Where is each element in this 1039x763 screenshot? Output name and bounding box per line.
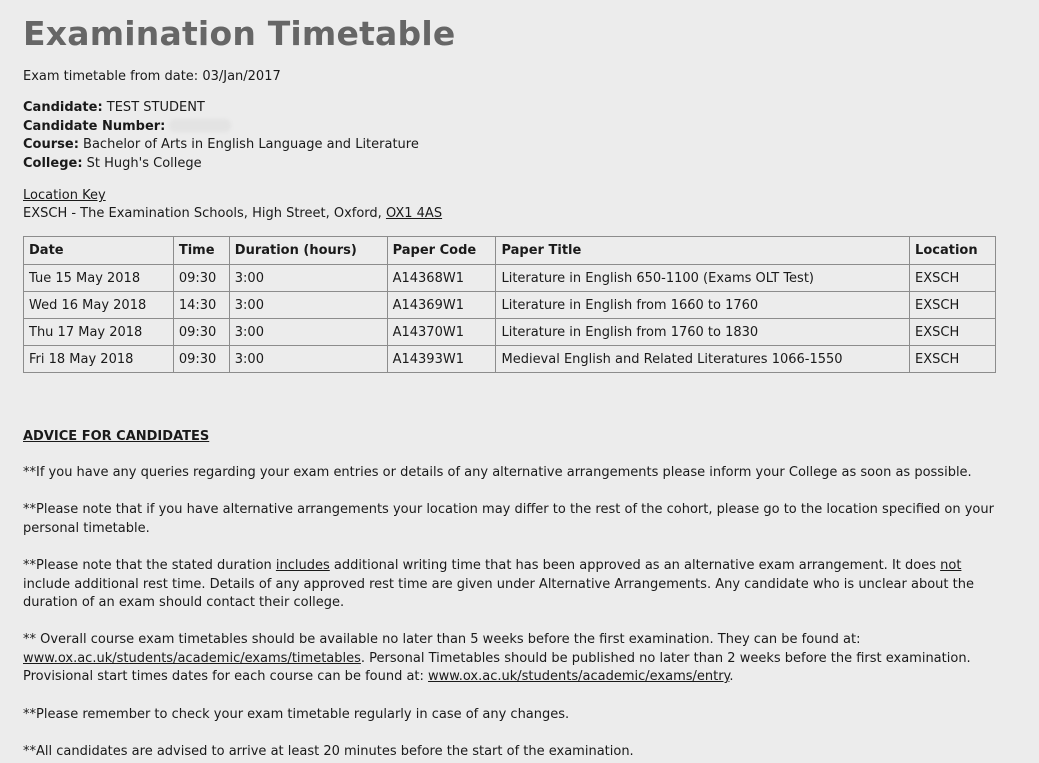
advice-duration-text-b: additional writing time that has been approved as an alternative exam arrangement. It does	[329, 558, 941, 573]
candidate-name-value: TEST STUDENT	[106, 100, 205, 115]
header-paper-title: Paper Title	[496, 237, 910, 265]
advice-duration-not: not	[940, 558, 962, 573]
course-line	[23, 136, 419, 154]
from-date-value: 03/Jan/2017	[202, 69, 281, 84]
advice-duration	[23, 557, 998, 613]
candidate-name-line	[23, 99, 205, 117]
cell-paper-title: Literature in English from 1660 to 1760	[496, 292, 910, 319]
entry-link[interactable]: www.ox.ac.uk/students/academic/exams/entry	[428, 669, 730, 685]
from-date-line	[23, 68, 281, 86]
cell-time: 09:30	[173, 319, 229, 346]
college-label: College:	[23, 156, 83, 171]
from-date-label: Exam timetable from date:	[23, 69, 203, 84]
cell-location: EXSCH	[910, 319, 996, 346]
advice-timetables-text-b: . Personal Timetables should be published no later than 2 weeks before the first examination. Provisional start times dates for each course can be found at:	[23, 650, 971, 685]
table-row	[24, 292, 996, 319]
page-title: Examination Timetable	[23, 14, 456, 53]
cell-duration: 3:00	[229, 265, 387, 292]
postcode-link[interactable]: OX1 4AS	[385, 206, 443, 221]
candidate-number-redacted	[169, 119, 231, 132]
cell-location: EXSCH	[910, 346, 996, 373]
cell-duration: 3:00	[229, 319, 387, 346]
candidate-name-label: Candidate:	[23, 100, 103, 115]
advice-duration-text-c: include additional rest time. Details of any approved rest time are given under Alternative Arrangements. Any candidate who is unclear about the duration of an exam should contact their college.	[23, 576, 974, 611]
cell-duration: 3:00	[229, 346, 387, 373]
advice-timetables-text-c: .	[729, 669, 734, 685]
header-date: Date	[24, 237, 174, 265]
exam-timetable-table	[23, 236, 996, 373]
table-header-row	[24, 237, 996, 265]
cell-time: 09:30	[173, 346, 229, 373]
cell-location: EXSCH	[910, 265, 996, 292]
cell-paper-code: A14368W1	[387, 265, 496, 292]
candidate-number-label: Candidate Number:	[23, 119, 166, 134]
advice-duration-text-a: **Please note that the stated duration	[23, 558, 276, 573]
candidate-number-line	[23, 118, 231, 136]
cell-location: EXSCH	[910, 292, 996, 319]
table-row	[24, 319, 996, 346]
advice-alternative-location: **Please note that if you have alternative arrangements your location may differ to the rest of the cohort, please go to the location specified on your personal timetable.	[23, 502, 994, 536]
cell-time: 09:30	[173, 265, 229, 292]
cell-date: Thu 17 May 2018	[24, 319, 174, 346]
location-key-heading: Location Key	[23, 188, 106, 203]
advice-timetables	[23, 631, 998, 687]
course-value: Bachelor of Arts in English Language and Literature	[83, 137, 419, 152]
college-line	[23, 155, 202, 173]
cell-paper-title: Literature in English 650-1100 (Exams OLT Test)	[496, 265, 910, 292]
cell-paper-code: A14393W1	[387, 346, 496, 373]
advice-arrive-early: **All candidates are advised to arrive at least 20 minutes before the start of the examination.	[23, 744, 634, 759]
advice-timetables-text-a: ** Overall course exam timetables should be available no later than 5 weeks before the first examination. They can be found at:	[23, 632, 861, 647]
course-label: Course:	[23, 137, 79, 152]
cell-date: Wed 16 May 2018	[24, 292, 174, 319]
cell-paper-title: Literature in English from 1760 to 1830	[496, 319, 910, 346]
header-time: Time	[173, 237, 229, 265]
location-key-text: EXSCH - The Examination Schools, High Street, Oxford,	[23, 206, 386, 221]
advice-duration-includes: includes	[275, 558, 330, 573]
table-row	[24, 346, 996, 373]
header-paper-code: Paper Code	[387, 237, 496, 265]
location-key-line	[23, 205, 442, 223]
advice-heading: ADVICE FOR CANDIDATES	[23, 429, 210, 444]
table-row	[24, 265, 996, 292]
advice-queries: **If you have any queries regarding your exam entries or details of any alternative arrangements please inform your College as soon as possible.	[23, 465, 972, 480]
timetables-link[interactable]: www.ox.ac.uk/students/academic/exams/timetables	[23, 650, 361, 666]
cell-paper-code: A14369W1	[387, 292, 496, 319]
cell-date: Tue 15 May 2018	[24, 265, 174, 292]
cell-time: 14:30	[173, 292, 229, 319]
cell-paper-code: A14370W1	[387, 319, 496, 346]
cell-duration: 3:00	[229, 292, 387, 319]
header-duration: Duration (hours)	[229, 237, 387, 265]
header-location: Location	[910, 237, 996, 265]
cell-date: Fri 18 May 2018	[24, 346, 174, 373]
college-value: St Hugh's College	[86, 156, 202, 171]
advice-check-regularly: **Please remember to check your exam timetable regularly in case of any changes.	[23, 707, 570, 722]
cell-paper-title: Medieval English and Related Literatures 1066-1550	[496, 346, 910, 373]
